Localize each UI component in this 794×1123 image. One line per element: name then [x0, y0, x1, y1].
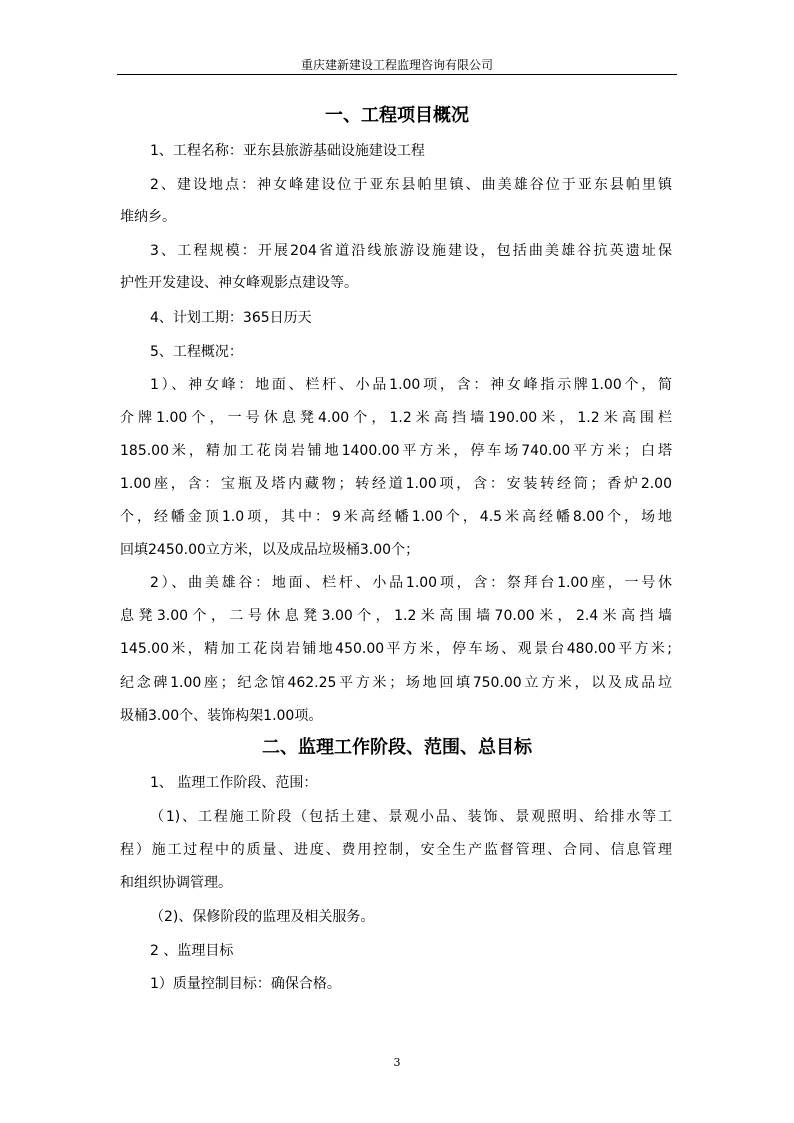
section-title: 二、监理工作阶段、范围、总目标 — [262, 737, 532, 758]
paragraph-line: 纪念碑1.00座；纪念馆462.25平方米；场地回填750.00立方米，以及成品垃 — [120, 675, 672, 691]
paragraph-line: 和组织协调管理。 — [120, 875, 232, 891]
paragraph-line: （1)、工程施工阶段（包括土建、景观小品、装饰、景观照明、给排水等工 — [150, 809, 672, 825]
paragraph-line: 1、 监理工作阶段、范围： — [150, 775, 318, 791]
section-title: 一、工程项目概况 — [325, 105, 469, 126]
paragraph-line: 4、计划工期：365日历天 — [150, 310, 312, 326]
paragraph-line: 回填2450.00立方米，以及成品垃圾桶3.00个； — [120, 542, 420, 558]
paragraph-line: 2）、曲美雄谷：地面、栏杆、小品1.00项，含：祭拜台1.00座，一号休 — [150, 575, 672, 591]
paragraph-line: 2、建设地点：神女峰建设位于亚东县帕里镇、曲美雄谷位于亚东县帕里镇 — [150, 177, 672, 193]
paragraph-line: 5、工程概况： — [150, 344, 243, 360]
paragraph-line: 个，经幡金顶1.0项，其中：9米高经幡1.00个，4.5米高经幡8.00个，场地 — [120, 509, 672, 525]
paragraph-line: 堆纳乡。 — [120, 209, 176, 225]
header-company-name: 重庆建新建设工程监理咨询有限公司 — [300, 58, 493, 72]
paragraph-line: 护性开发建设、神女峰观影点建设等。 — [120, 275, 358, 291]
page-number: 3 — [393, 1056, 401, 1069]
paragraph-line: 185.00米，精加工花岗岩铺地1400.00平方米，停车场740.00平方米；白塔 — [120, 443, 672, 459]
paragraph-line: 息凳3.00个，二号休息凳3.00个，1.2米高围墙70.00米，2.4米高挡墙 — [120, 608, 672, 624]
paragraph-line: 1）、神女峰：地面、栏杆、小品1.00项，含：神女峰指示牌1.00个，简 — [150, 377, 672, 393]
paragraph-line: 2 、监理目标 — [150, 943, 234, 959]
header-divider — [117, 74, 677, 75]
paragraph-line: 介牌1.00个，一号休息凳4.00个，1.2米高挡墙190.00米，1.2米高围栏 — [120, 410, 672, 426]
paragraph-line: 程）施工过程中的质量、进度、费用控制，安全生产监督管理、合同、信息管理 — [120, 842, 672, 858]
paragraph-line: 145.00米，精加工花岗岩铺地450.00平方米，停车场、观景台480.00平方米; — [120, 641, 672, 657]
paragraph-line: （2)、保修阶段的监理及相关服务。 — [150, 909, 375, 925]
paragraph-line: 圾桶3.00个、装饰构架1.00项。 — [120, 708, 323, 724]
paragraph-line: 3、工程规模：开展204省道沿线旅游设施建设，包括曲美雄谷抗英遗址保 — [150, 243, 672, 259]
paragraph-line: 1）质量控制目标：确保合格。 — [150, 976, 341, 992]
paragraph-line: 1、工程名称：亚东县旅游基础设施建设工程 — [150, 143, 425, 159]
paragraph-line: 1.00座，含：宝瓶及塔内藏物；转经道1.00项，含：安装转经筒；香炉2.00 — [120, 476, 672, 492]
